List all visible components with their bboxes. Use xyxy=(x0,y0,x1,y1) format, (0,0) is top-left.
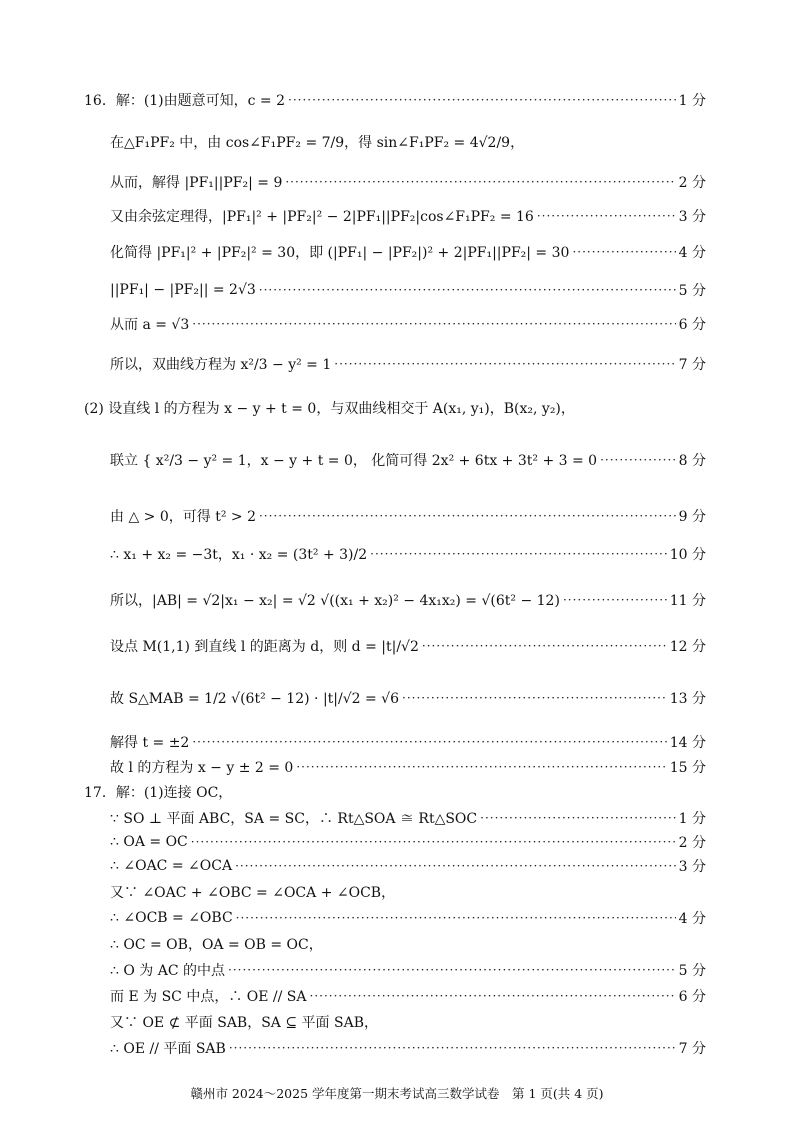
leader-dots xyxy=(537,209,676,223)
leader-dots xyxy=(285,175,675,189)
leader-dots xyxy=(334,357,675,371)
answer-line xyxy=(110,169,706,195)
answer-line xyxy=(110,754,706,780)
score-label: 7 分 xyxy=(678,357,706,373)
answer-line xyxy=(110,957,706,983)
score-label: 5 分 xyxy=(678,963,706,979)
answer-line xyxy=(110,503,706,529)
score-label: 3 分 xyxy=(678,209,706,225)
answer-line-text: 17．解：(1)连接 OC， xyxy=(84,785,233,801)
answer-line-text: 设点 M(1,1) 到直线 l 的距离为 d，则 d = |t|/√2 xyxy=(110,639,419,655)
score-label: 7 分 xyxy=(678,1041,706,1057)
answer-line-text: 在△F₁PF₂ 中，由 cos∠F₁PF₂ = 7/9，得 sin∠F₁PF₂ = 4√2/9， xyxy=(110,135,525,151)
leader-dots xyxy=(192,317,675,331)
score-label: 6 分 xyxy=(678,317,706,333)
score-label: 14 分 xyxy=(669,735,706,751)
answer-line-text: 联立 { x²/3 − y² = 1，x − y + t = 0， 化简可得 2x² + 6tx + 3t² + 3 = 0 xyxy=(110,453,598,469)
answer-line-text: ∴ ∠OAC = ∠OCA xyxy=(110,858,233,874)
leader-dots xyxy=(235,859,676,873)
score-label: 4 分 xyxy=(678,245,706,261)
leader-dots xyxy=(259,283,676,297)
answer-line xyxy=(110,633,706,659)
answer-line-text: 故 l 的方程为 x − y ± 2 = 0 xyxy=(110,760,294,776)
answer-line xyxy=(110,277,706,303)
answer-line xyxy=(84,779,706,805)
leader-dots xyxy=(310,989,676,1003)
answer-line-text: 从而 a = √3 xyxy=(110,317,190,333)
answer-line-text: ∴ x₁ + x₂ = −3t，x₁ · x₂ = (3t² + 3)/2 xyxy=(110,547,368,563)
answer-line-text: ∴ OC = OB，OA = OB = OC， xyxy=(110,937,323,953)
answer-line xyxy=(110,729,706,755)
answer-line-text: ∴ OE // 平面 SAB xyxy=(110,1041,226,1057)
answer-line xyxy=(110,1035,706,1061)
score-label: 15 分 xyxy=(669,760,706,776)
score-label: 6 分 xyxy=(678,989,706,1005)
leader-dots xyxy=(563,593,667,607)
answer-line-text: 又∵ OE ⊄ 平面 SAB，SA ⊆ 平面 SAB， xyxy=(110,1015,378,1031)
answer-line xyxy=(84,87,706,113)
answer-line-text: 所以，双曲线方程为 x²/3 − y² = 1 xyxy=(110,357,332,373)
leader-dots xyxy=(572,245,675,259)
answer-line-text: 从而，解得 |PF₁||PF₂| = 9 xyxy=(110,175,283,191)
answer-line xyxy=(110,541,706,567)
score-label: 13 分 xyxy=(669,691,706,707)
score-label: 5 分 xyxy=(678,283,706,299)
answer-line xyxy=(110,351,706,377)
leader-dots xyxy=(236,911,676,925)
page-footer: 赣州市 2024～2025 学年度第一期末考试高三数学试卷 第 1 页(共 4 页) xyxy=(190,1086,604,1101)
score-label: 4 分 xyxy=(678,911,706,927)
answer-line-text: 又由余弦定理得，|PF₁|² + |PF₂|² − 2|PF₁||PF₂|cos∠F₁PF₂ = 16 xyxy=(110,209,534,225)
answer-line xyxy=(110,311,706,337)
answer-line-text: 由 △ > 0，可得 t² > 2 xyxy=(110,509,256,525)
answer-line-text: 所以，|AB| = √2|x₁ − x₂| = √2 √((x₁ + x₂)² − 4x₁x₂) = √(6t² − 12) xyxy=(110,593,560,609)
score-label: 2 分 xyxy=(678,175,706,191)
score-label: 9 分 xyxy=(678,509,706,525)
answer-line-text: 又∵ ∠OAC + ∠OBC = ∠OCA + ∠OCB， xyxy=(110,885,396,901)
answer-line xyxy=(110,905,706,931)
answer-line-text: 16．解：(1)由题意可知，c = 2 xyxy=(84,93,286,109)
answer-line-text: ∴ OA = OC xyxy=(110,834,188,850)
answer-line xyxy=(110,853,706,879)
leader-dots xyxy=(480,811,676,825)
answer-line-text: 解得 t = ±2 xyxy=(110,735,190,751)
score-label: 1 分 xyxy=(678,811,706,827)
score-label: 12 分 xyxy=(669,639,706,655)
answer-line-text: 故 S△MAB = 1/2 √(6t² − 12) · |t|/√2 = √6 xyxy=(110,691,400,707)
leader-dots xyxy=(191,835,676,849)
answer-line-text: (2) 设直线 l 的方程为 x − y + t = 0，与双曲线相交于 A(x₁, y₁)，B(x₂, y₂)， xyxy=(84,401,575,417)
score-label: 1 分 xyxy=(678,93,706,109)
leader-dots xyxy=(229,1041,676,1055)
answer-line xyxy=(110,685,706,711)
leader-dots xyxy=(288,93,676,107)
score-label: 8 分 xyxy=(678,453,706,469)
answer-line xyxy=(110,983,706,1009)
score-label: 10 分 xyxy=(669,547,706,563)
leader-dots xyxy=(422,639,667,653)
answer-line xyxy=(110,129,706,155)
leader-dots xyxy=(402,691,667,705)
leader-dots xyxy=(370,547,667,561)
answer-line xyxy=(110,447,706,473)
leader-dots xyxy=(228,963,676,977)
answer-line-text: ∵ SO ⊥ 平面 ABC，SA = SC，∴ Rt△SOA ≅ Rt△SOC xyxy=(110,811,478,827)
answer-line-text: ||PF₁| − |PF₂|| = 2√3 xyxy=(110,282,256,298)
answer-line-text: 而 E 为 SC 中点，∴ OE // SA xyxy=(110,989,307,1005)
leader-dots xyxy=(192,735,666,749)
answer-line xyxy=(110,805,706,831)
answer-line xyxy=(110,1009,706,1035)
answer-line xyxy=(84,395,706,421)
answer-line xyxy=(110,203,706,229)
answer-line xyxy=(110,879,706,905)
answer-line xyxy=(110,931,706,957)
answer-line-text: ∴ O 为 AC 的中点 xyxy=(110,963,226,979)
score-label: 11 分 xyxy=(669,593,706,609)
answer-line-text: ∴ ∠OCB = ∠OBC xyxy=(110,910,233,926)
answer-line-text: 化简得 |PF₁|² + |PF₂|² = 30，即 (|PF₁| − |PF₂|)² + 2|PF₁||PF₂| = 30 xyxy=(110,245,570,261)
score-label: 3 分 xyxy=(678,859,706,875)
leader-dots xyxy=(600,453,676,467)
score-label: 2 分 xyxy=(678,835,706,851)
leader-dots xyxy=(296,760,666,774)
leader-dots xyxy=(259,509,676,523)
answer-line xyxy=(110,239,706,265)
answer-line xyxy=(110,829,706,855)
answer-line xyxy=(110,587,706,613)
